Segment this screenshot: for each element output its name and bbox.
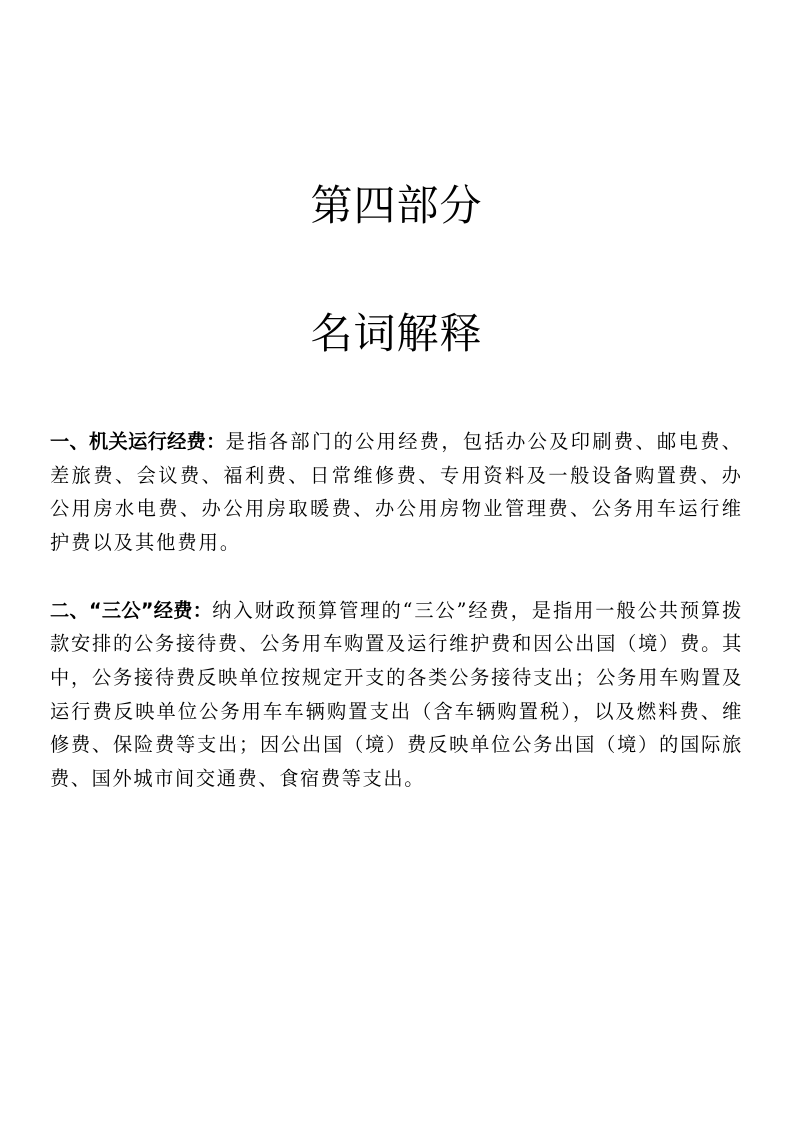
- term-paragraph-three-public-expenses: [50, 594, 743, 796]
- term-paragraph-operating-expenses: [50, 425, 743, 560]
- term-label-operating-expenses: 一、机关运行经费：: [50, 430, 226, 453]
- section-title: 名词解释: [310, 309, 483, 358]
- term-definition-three-public-expenses: 纳入财政预算管理的“三公”经费，是指用一般公共预算拨款安排的公务接待费、公务用车购置及运行维护费和因公出国（境）费。其中，公务接待费反映单位按规定开支的各类公务接待支出；公务用车购置及运行费反映单位公务用车车辆购置支出（含车辆购置税），以及燃料费、维修费、保险费等支出；因公出国（境）费反映单位公务出国（境）的国际旅费、国外城市间交通费、食宿费等支出。: [50, 598, 743, 791]
- term-definition-operating-expenses: 是指各部门的公用经费，包括办公及印刷费、邮电费、差旅费、会议费、福利费、日常维修费、专用资料及一般设备购置费、办公用房水电费、办公用房取暖费、办公用房物业管理费、公务用车运行维护费以及其他费用。: [50, 430, 743, 555]
- part-title: 第四部分: [310, 181, 483, 230]
- term-label-three-public-expenses: 二、“三公”经费：: [50, 598, 213, 622]
